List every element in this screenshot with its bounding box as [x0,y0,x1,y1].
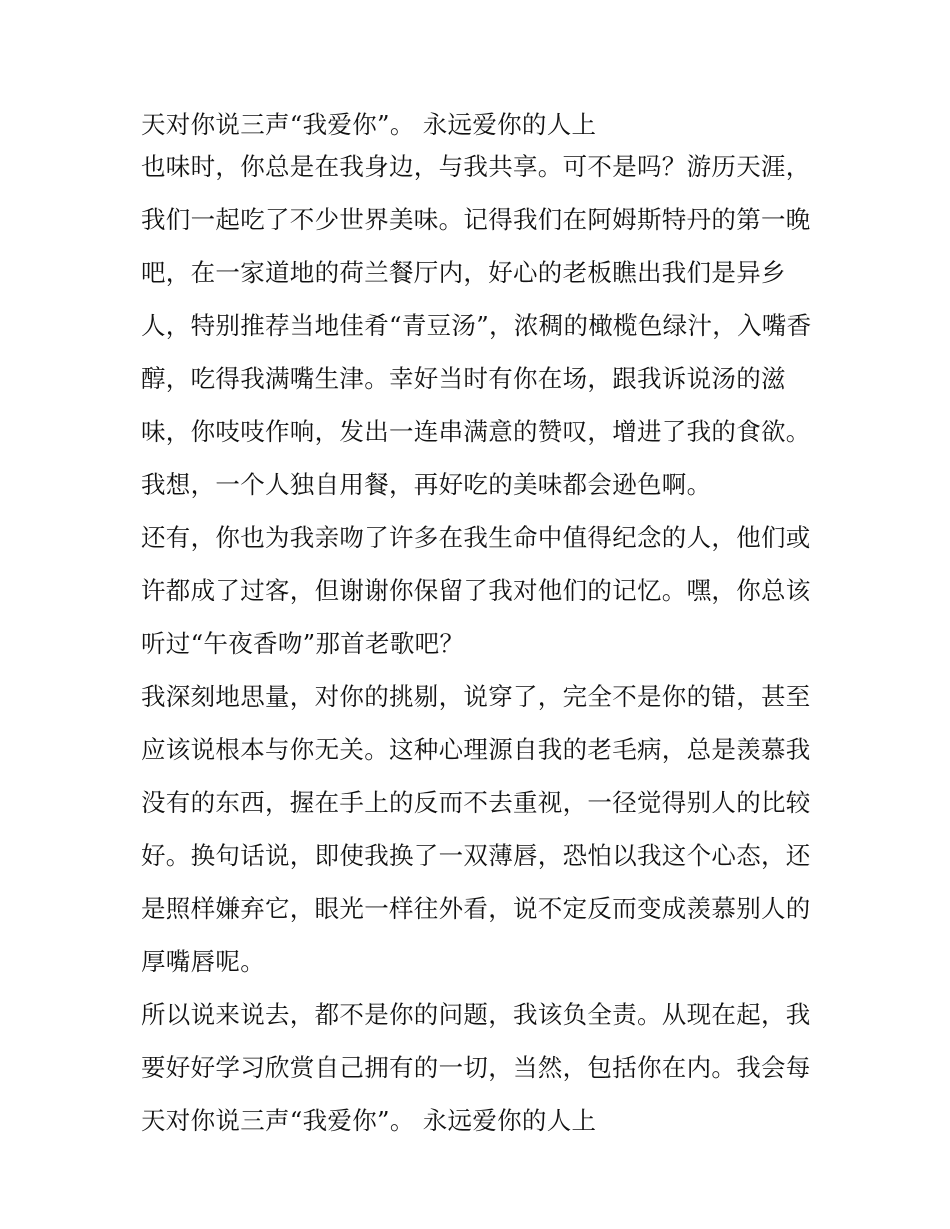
text-line: 应该说根本与你无关。这种心理源自我的老毛病，总是羡慕我 [141,735,811,764]
text-line: 我深刻地思量，对你的挑剔，说穿了，完全不是你的错，甚至 [141,682,811,711]
text-line: 吧，在一家道地的荷兰餐厅内，好心的老板瞧出我们是异乡 [141,258,786,287]
text-line: 好。换句话说，即使我换了一双薄唇，恐怕以我这个心态，还 [141,841,811,870]
text-line: 天对你说三声“我爱你”。 永远爱你的人上 [141,1106,597,1135]
text-line: 还有，你也为我亲吻了许多在我生命中值得纪念的人，他们或 [141,523,811,552]
text-line: 醇，吃得我满嘴生津。幸好当时有你在场，跟我诉说汤的滋 [141,364,786,393]
text-line: 所以说来说去，都不是你的问题，我该负全责。从现在起，我 [141,1000,811,1029]
text-line: 人，特别推荐当地佳肴“青豆汤”，浓稠的橄榄色绿汁，入嘴香 [141,311,812,340]
text-line: 听过“午夜香吻”那首老歌吧？ [141,629,465,658]
text-line: 厚嘴唇呢。 [141,947,265,976]
text-line: 我们一起吃了不少世界美味。记得我们在阿姆斯特丹的第一晚 [141,205,811,234]
text-line: 天对你说三声“我爱你”。 永远爱你的人上 [141,110,597,139]
text-line: 许都成了过客，但谢谢你保留了我对他们的记忆。嘿，你总该 [141,576,811,605]
text-line: 没有的东西，握在手上的反而不去重视，一径觉得别人的比较 [141,788,811,817]
text-line: 味，你吱吱作响，发出一连串满意的赞叹，增进了我的食欲。 [141,417,811,446]
text-line: 也味时，你总是在我身边，与我共享。可不是吗？游历天涯， [141,152,811,181]
text-line: 我想，一个人独自用餐，再好吃的美味都会逊色啊。 [141,470,712,499]
text-line: 要好好学习欣赏自己拥有的一切，当然，包括你在内。我会每 [141,1053,811,1082]
text-line: 是照样嫌弃它，眼光一样往外看，说不定反而变成羡慕别人的 [141,894,811,923]
body-text [141,112,821,1134]
